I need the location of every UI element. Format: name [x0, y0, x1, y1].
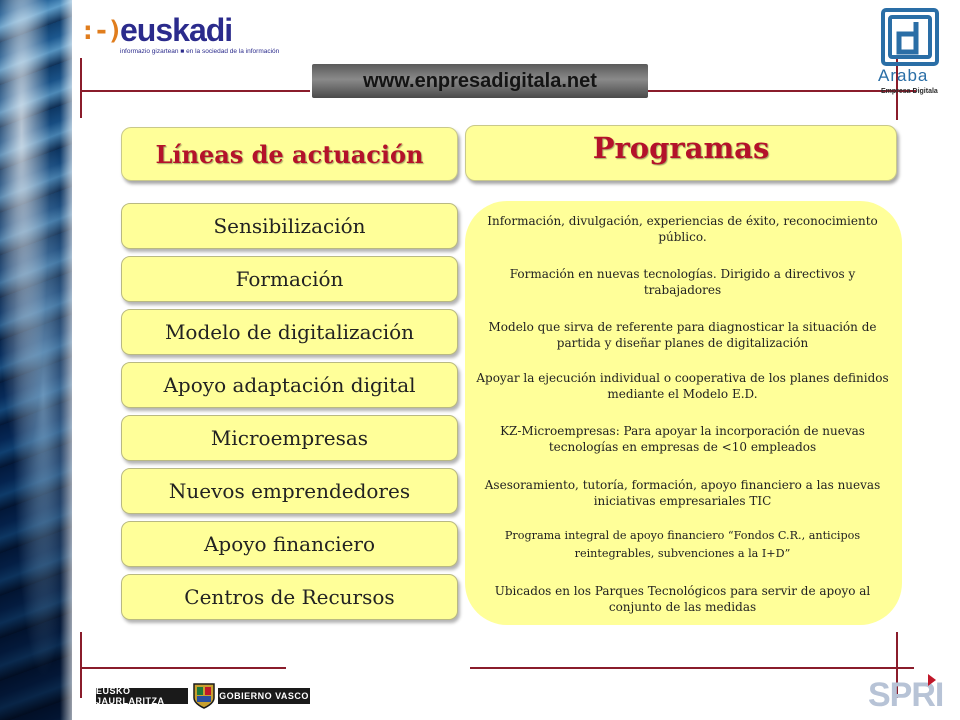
lineas-title: Líneas de actuación [155, 139, 424, 169]
url-banner [312, 64, 648, 98]
gv-left-label: EUSKO JAURLARITZA [96, 688, 188, 704]
line-item-microempresas [121, 415, 458, 461]
frame-line-bottom-right-h [470, 667, 914, 669]
frame-line-bottom-left-h [80, 667, 286, 669]
line-label: Apoyo adaptación digital [163, 373, 416, 397]
line-label: Nuevos emprendedores [168, 479, 411, 503]
program-item: Apoyar la ejecución individual o cooperativa de los planes definidos mediante el Modelo E.D. [476, 371, 889, 401]
euskadi-logo [80, 12, 280, 58]
gv-right-label: GOBIERNO VASCO [218, 688, 310, 704]
spri-wordmark: SPRI [868, 676, 944, 714]
line-label: Centros de Recursos [184, 585, 395, 609]
euskadi-tagline: informazio gizartean ■ en la sociedad de la información [120, 48, 280, 55]
araba-logo [872, 6, 952, 98]
program-item: KZ-Microempresas: Para apoyar la incorporación de nuevas tecnologías en empresas de <10 empleados [500, 424, 865, 454]
line-label: Sensibilización [213, 214, 366, 238]
line-label: Apoyo financiero [203, 532, 376, 556]
line-item-apoyo-financiero [121, 521, 458, 567]
frame-line-top-left [80, 58, 82, 118]
araba-wordmark: Araba [878, 66, 929, 85]
program-item: Asesoramiento, tutoría, formación, apoyo financiero a las nuevas iniciativas empresariales TIC [484, 478, 881, 508]
url-text: www.enpresadigitala.net [363, 69, 597, 92]
programas-header [465, 125, 897, 181]
spri-arrow-icon [928, 674, 936, 686]
line-label: Formación [235, 267, 344, 291]
program-item: Programa integral de apoyo financiero “Fondos C.R., anticipos reintegrables, subvenciones a la I+D” [504, 529, 861, 560]
line-item-formacion [121, 256, 458, 302]
euskadi-smiley-icon: :-) [80, 16, 121, 46]
program-item: Formación en nuevas tecnologías. Dirigido a directivos y trabajadores [509, 267, 856, 297]
frame-line-bottom-left [80, 632, 82, 698]
lineas-header [121, 127, 458, 181]
program-item: Modelo que sirva de referente para diagnosticar la situación de partida y diseñar planes de digitalización [488, 320, 877, 350]
line-item-apoyo-adaptacion [121, 362, 458, 408]
spri-logo [868, 676, 948, 716]
program-item: Ubicados en los Parques Tecnológicos para servir de apoyo al conjunto de las medidas [494, 584, 871, 614]
programas-title: Programas [592, 131, 770, 165]
line-item-modelo [121, 309, 458, 355]
line-label: Microempresas [210, 426, 369, 450]
line-label: Modelo de digitalización [164, 320, 415, 344]
gobierno-vasco-logo [96, 682, 310, 710]
line-item-centros-recursos [121, 574, 458, 620]
frame-line-top-left-h [80, 90, 310, 92]
araba-subtitle: Empresa Digitala [881, 88, 938, 95]
program-item: Información, divulgación, experiencias de éxito, reconocimiento público. [487, 214, 878, 244]
euskadi-wordmark: euskadi [120, 12, 233, 48]
left-strip-fade [60, 0, 80, 720]
araba-mark-icon [881, 8, 939, 66]
line-item-sensibilizacion [121, 203, 458, 249]
gv-shield-icon [192, 682, 216, 710]
line-item-nuevos-emprendedores [121, 468, 458, 514]
